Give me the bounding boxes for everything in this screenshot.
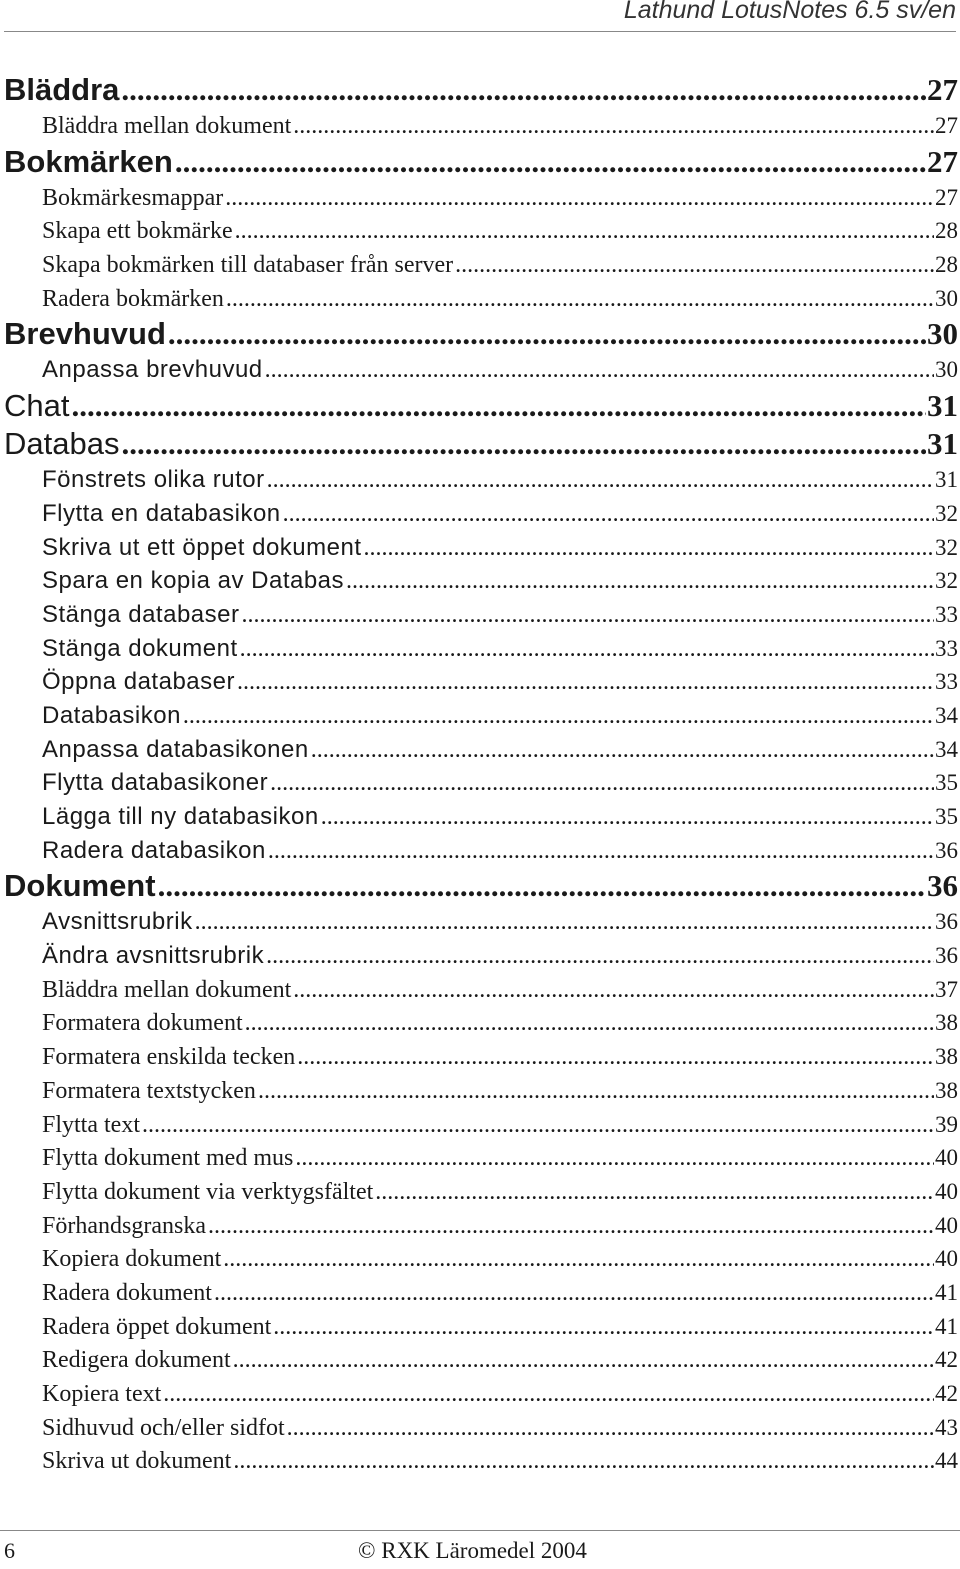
toc-subentry[interactable]: [0, 248, 958, 282]
toc-entry-page-number: 40: [935, 1178, 958, 1204]
toc-heading-entry[interactable]: [0, 71, 958, 109]
toc-entry-label: Bläddra mellan dokument: [42, 113, 292, 139]
toc-subentry[interactable]: [0, 733, 958, 767]
toc-entry-page-number: 30: [935, 357, 958, 383]
dot-leader: [225, 182, 934, 215]
toc-entry-page-number: 35: [935, 804, 958, 829]
toc-entry-label: Brevhuvud: [4, 316, 166, 352]
toc-entry-page-number: 36: [935, 909, 958, 935]
toc-entry-page-number: 30: [935, 285, 958, 311]
toc-entry-label: Flytta databasikoner: [42, 769, 269, 797]
header-divider: [4, 31, 956, 32]
toc-entry-page-number: 40: [935, 1145, 958, 1171]
toc-entry-page-number: 41: [935, 1313, 958, 1339]
toc-subentry[interactable]: [0, 1276, 958, 1310]
toc-entry-page-number: 44: [935, 1448, 958, 1474]
toc-entry-label: Öppna databaser: [42, 668, 235, 696]
copyright-notice: © RXK Läromedel 2004: [358, 1538, 587, 1563]
toc-entry-page-number: 27: [927, 143, 958, 179]
toc-entry-label: Skapa bokmärken till databaser från server: [42, 252, 454, 279]
toc-entry-page-number: 36: [927, 868, 958, 904]
toc-subentry[interactable]: [0, 834, 958, 868]
toc-entry-label: Radera dokument: [42, 1279, 212, 1306]
toc-entry-page-number: 37: [935, 976, 958, 1002]
dot-leader: [121, 425, 926, 463]
toc-subentry[interactable]: [0, 598, 958, 632]
toc-entry-page-number: 31: [927, 388, 958, 424]
toc-subentry[interactable]: [0, 109, 958, 143]
toc-entry-label: Flytta dokument via verktygsfältet: [42, 1178, 374, 1205]
toc-entry-label: Flytta dokument med mus: [42, 1145, 294, 1172]
toc-subentry[interactable]: [0, 181, 958, 215]
dot-leader: [235, 215, 934, 248]
dot-leader: [142, 1109, 934, 1142]
dot-leader: [270, 767, 934, 800]
toc-entry-page-number: 40: [935, 1246, 958, 1272]
toc-entry-label: Kopiera text: [42, 1381, 162, 1407]
dot-leader: [163, 1378, 934, 1411]
page-number: 6: [4, 1538, 15, 1563]
toc-subentry[interactable]: [0, 497, 958, 531]
dot-leader: [364, 532, 934, 565]
dot-leader: [267, 464, 934, 497]
toc-entry-page-number: 40: [935, 1212, 958, 1238]
toc-entry-label: Formatera dokument: [42, 1010, 243, 1037]
toc-entry-page-number: 33: [935, 669, 958, 695]
toc-entry-page-number: 28: [935, 218, 958, 244]
dot-leader: [241, 599, 934, 632]
toc-entry-label: Bokmärkesmappar: [42, 184, 224, 211]
toc-entry-label: Flytta text: [42, 1111, 140, 1138]
toc-entry-label: Stänga dokument: [42, 634, 238, 662]
footer-divider: [0, 1530, 960, 1531]
toc-entry-page-number: 38: [935, 1077, 958, 1103]
toc-subentry[interactable]: [0, 905, 958, 939]
dot-leader: [214, 1277, 934, 1310]
dot-leader: [311, 734, 934, 767]
dot-leader: [283, 498, 934, 531]
toc-entry-label: Chat: [4, 388, 70, 424]
toc-entry-page-number: 27: [935, 113, 958, 138]
toc-entry-label: Bokmärken: [4, 143, 173, 179]
toc-subentry[interactable]: [0, 973, 958, 1007]
toc-subentry[interactable]: [0, 1175, 958, 1209]
toc-entry-label: Formatera enskilda tecken: [42, 1044, 296, 1071]
toc-entry-label: Skriva ut dokument: [42, 1448, 232, 1475]
toc-entry-label: Spara en kopia av Databas: [42, 567, 345, 595]
dot-leader: [245, 1007, 934, 1040]
toc-subentry[interactable]: [0, 564, 958, 598]
toc-entry-page-number: 43: [935, 1414, 958, 1440]
toc-heading-entry[interactable]: [0, 425, 958, 463]
toc-subentry[interactable]: [0, 1040, 958, 1074]
toc-heading-entry[interactable]: [0, 387, 958, 425]
page-header-title: Lathund LotusNotes 6.5 sv/en: [623, 0, 956, 24]
toc-subentry[interactable]: [0, 1444, 958, 1478]
toc-entry-label: Databasikon: [42, 701, 181, 729]
toc-entry-page-number: 36: [935, 943, 958, 969]
toc-subentry[interactable]: [0, 1006, 958, 1040]
toc-entry-page-number: 27: [927, 72, 958, 107]
dot-leader: [268, 835, 934, 868]
dot-leader: [168, 315, 926, 353]
dot-leader: [293, 974, 934, 1007]
dot-leader: [273, 1311, 934, 1344]
toc-entry-page-number: 31: [935, 467, 958, 493]
dot-leader: [233, 1445, 934, 1478]
toc-heading-entry[interactable]: [0, 867, 958, 905]
toc-entry-page-number: 42: [935, 1381, 958, 1406]
dot-leader: [175, 143, 926, 181]
dot-leader: [346, 565, 934, 598]
toc-entry-label: Förhandsgranska: [42, 1212, 206, 1239]
dot-leader: [158, 867, 926, 905]
dot-leader: [195, 906, 934, 939]
toc-entry-label: Databas: [4, 426, 120, 462]
toc-entry-label: Avsnittsrubrik: [42, 908, 193, 936]
toc-entry-page-number: 32: [935, 568, 958, 594]
dot-leader: [71, 387, 926, 425]
toc-subentry[interactable]: [0, 1411, 958, 1445]
toc-entry-page-number: 27: [935, 184, 958, 210]
dot-leader: [455, 249, 934, 282]
toc-entry-label: Stänga databaser: [42, 600, 240, 628]
toc-subentry[interactable]: [0, 939, 958, 973]
toc-subentry[interactable]: [0, 1242, 958, 1276]
toc-subentry[interactable]: [0, 1377, 958, 1411]
toc-entry-page-number: 34: [935, 736, 958, 762]
toc-entry-label: Bläddra: [4, 72, 120, 107]
toc-subentry[interactable]: [0, 699, 958, 733]
dot-leader: [121, 71, 926, 109]
toc-entry-page-number: 33: [935, 635, 958, 661]
toc-entry-page-number: 31: [927, 426, 958, 462]
dot-leader: [266, 940, 934, 973]
toc-entry-label: Skapa ett bokmärke: [42, 218, 233, 245]
toc-entry-page-number: 42: [935, 1347, 958, 1373]
toc-subentry[interactable]: [0, 282, 958, 316]
toc-entry-page-number: 30: [927, 316, 958, 352]
dot-leader: [293, 110, 934, 143]
toc-entry-label: Redigera dokument: [42, 1347, 231, 1374]
toc-heading-entry[interactable]: [0, 143, 958, 181]
toc-entry-label: Skriva ut ett öppet dokument: [42, 533, 362, 561]
dot-leader: [233, 1344, 934, 1377]
toc-entry-label: Dokument: [4, 868, 156, 904]
toc-entry-label: Bläddra mellan dokument: [42, 976, 292, 1003]
dot-leader: [226, 283, 934, 316]
toc-subentry[interactable]: [0, 463, 958, 497]
toc-subentry[interactable]: [0, 353, 958, 387]
toc-entry-label: Radera databasikon: [42, 836, 266, 864]
toc-entry-label: Formatera textstycken: [42, 1077, 256, 1104]
toc-entry-page-number: 33: [935, 601, 958, 627]
toc-entry-page-number: 34: [935, 702, 958, 728]
toc-entry-page-number: 38: [935, 1010, 958, 1036]
toc-subentry[interactable]: [0, 1108, 958, 1142]
dot-leader: [208, 1210, 934, 1243]
toc-subentry[interactable]: [0, 214, 958, 248]
dot-leader: [265, 354, 934, 387]
toc-subentry[interactable]: [0, 766, 958, 800]
toc-entry-page-number: 36: [935, 837, 958, 863]
toc-entry-label: Radera bokmärken: [42, 285, 224, 312]
dot-leader: [321, 801, 934, 834]
toc-subentry[interactable]: [0, 1141, 958, 1175]
toc-subentry[interactable]: [0, 632, 958, 666]
dot-leader: [375, 1176, 934, 1209]
toc-entry-page-number: 32: [935, 500, 958, 526]
toc-subentry[interactable]: [0, 800, 958, 834]
toc-entry-page-number: 38: [935, 1044, 958, 1070]
dot-leader: [223, 1243, 934, 1276]
toc-entry-label: Ändra avsnittsrubrik: [42, 942, 265, 970]
toc-entry-page-number: 35: [935, 770, 958, 796]
dot-leader: [258, 1075, 934, 1108]
toc-entry-label: Radera öppet dokument: [42, 1313, 272, 1340]
toc-entry-label: Lägga till ny databasikon: [42, 803, 319, 830]
toc-heading-entry[interactable]: [0, 315, 958, 353]
toc-entry-page-number: 32: [935, 534, 958, 560]
toc-subentry[interactable]: [0, 531, 958, 565]
toc-entry-page-number: 28: [935, 252, 958, 278]
toc-subentry[interactable]: [0, 1310, 958, 1344]
toc-entry-page-number: 41: [935, 1279, 958, 1305]
toc-entry-label: Anpassa databasikonen: [42, 735, 309, 763]
toc-entry-label: Kopiera dokument: [42, 1246, 222, 1273]
dot-leader: [183, 700, 934, 733]
dot-leader: [295, 1142, 934, 1175]
table-of-contents: [0, 71, 958, 1478]
toc-entry-label: Flytta en databasikon: [42, 499, 281, 527]
dot-leader: [297, 1041, 934, 1074]
toc-entry-label: Fönstrets olika rutor: [42, 466, 265, 494]
dot-leader: [240, 633, 934, 666]
toc-subentry[interactable]: [0, 1209, 958, 1243]
toc-entry-page-number: 39: [935, 1111, 958, 1137]
dot-leader: [237, 666, 934, 699]
toc-entry-label: Sidhuvud och/eller sidfot: [42, 1414, 285, 1441]
dot-leader: [287, 1412, 934, 1445]
toc-subentry[interactable]: [0, 665, 958, 699]
toc-subentry[interactable]: [0, 1343, 958, 1377]
toc-subentry[interactable]: [0, 1074, 958, 1108]
toc-entry-label: Anpassa brevhuvud: [42, 356, 263, 384]
